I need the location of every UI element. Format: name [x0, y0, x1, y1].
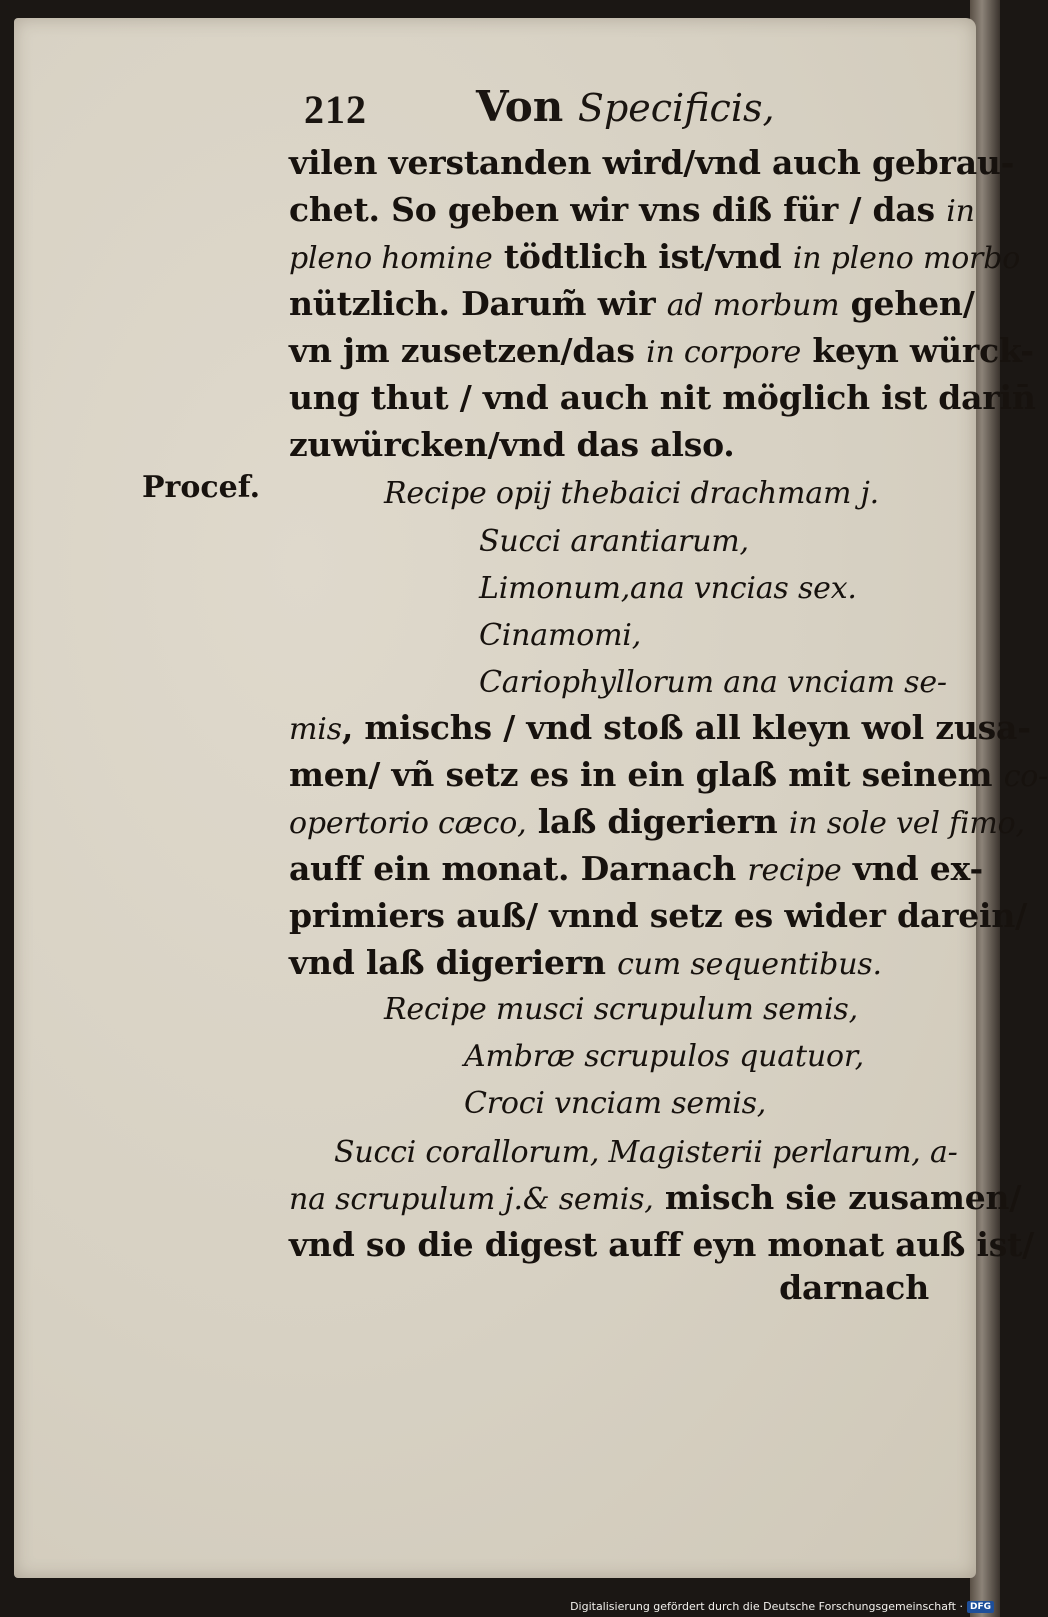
latin-segment: opertorio cæco, — [289, 806, 527, 841]
text-line — [289, 896, 1028, 935]
latin-segment: pleno homine — [289, 241, 493, 276]
text-line — [479, 523, 749, 557]
latin-segment: mis — [289, 712, 342, 747]
text-line — [289, 802, 1025, 841]
text-line — [289, 425, 735, 464]
text-line — [479, 664, 947, 698]
latin-segment: Succi corallorum, Magisterii perlarum, a- — [334, 1135, 958, 1170]
text-line — [289, 190, 975, 229]
latin-segment: Recipe musci scrupulum semis, — [384, 992, 858, 1027]
latin-segment: in sole vel fimo, — [788, 806, 1025, 841]
latin-segment: Cinamomi, — [479, 618, 642, 653]
latin-segment: Limonum,ana vncias sex. — [479, 571, 857, 606]
text-line — [289, 943, 882, 982]
latin-segment: na scrupulum j.& semis, — [289, 1182, 654, 1217]
german-segment: darnach — [779, 1268, 929, 1307]
text-line — [479, 570, 857, 604]
german-segment: zuwürcken/vnd das also. — [289, 425, 735, 464]
german-segment: men/ vñ setz es in ein glaß mit seinem — [289, 755, 1004, 794]
text-line — [464, 1038, 864, 1072]
latin-segment: Ambræ scrupulos quatuor, — [464, 1039, 864, 1074]
german-segment: keyn würck- — [801, 331, 1034, 370]
latin-segment: recipe — [747, 853, 842, 888]
digitization-credit — [570, 1600, 994, 1613]
latin-segment: Croci vnciam semis, — [464, 1086, 767, 1121]
german-segment: vn jm zusetzen/das — [289, 331, 647, 370]
text-line — [334, 1134, 958, 1168]
latin-segment: Recipe opij thebaici drachmam j. — [384, 476, 879, 511]
latin-segment: in corpore — [646, 335, 802, 370]
text-line — [464, 1085, 766, 1119]
running-title-prefix: Von — [476, 82, 564, 131]
text-line — [289, 378, 1036, 417]
german-segment: misch sie zusamen/ — [653, 1178, 1022, 1217]
german-segment: vnd ex- — [841, 849, 983, 888]
text-line — [289, 331, 1034, 370]
latin-segment: in — [946, 194, 975, 229]
text-line — [289, 755, 1048, 794]
text-line — [289, 1178, 1022, 1217]
text-line — [289, 1225, 1034, 1264]
german-segment: auff ein monat. Darnach — [289, 849, 748, 888]
running-title-italic: Specificis, — [577, 86, 775, 130]
latin-segment: cum sequentibus. — [617, 947, 882, 982]
text-line — [289, 143, 1015, 182]
book-page — [14, 18, 1048, 1578]
text-line — [289, 708, 1031, 747]
running-title — [476, 82, 775, 131]
text-line — [779, 1268, 929, 1307]
latin-segment: ad morbum — [666, 288, 840, 323]
text-line — [384, 991, 858, 1025]
german-segment: primiers auß/ vnnd setz es wider darein/ — [289, 896, 1028, 935]
german-segment: nützlich. Darum̃ wir — [289, 284, 667, 323]
german-segment: chet. So geben wir vns diß für / das — [289, 190, 947, 229]
credit-text: Digitalisierung gefördert durch die Deutsche Forschungsgemeinschaft · — [570, 1600, 963, 1613]
text-line — [289, 237, 1021, 276]
text-line — [289, 849, 983, 888]
german-segment: vilen verstanden wird/vnd auch gebrau- — [289, 143, 1015, 182]
german-segment: vnd so die digest auff eyn monat auß ist/ — [289, 1225, 1034, 1264]
dfg-logo: DFG — [967, 1601, 994, 1613]
german-segment: , mischs / vnd stoß all kleyn wol zusa- — [341, 708, 1031, 747]
text-line — [384, 475, 879, 509]
latin-segment: co- — [1003, 759, 1048, 794]
german-segment: vnd laß digeriern — [289, 943, 618, 982]
latin-segment: Succi arantiarum, — [479, 524, 749, 559]
margin-note: Procef. — [142, 470, 261, 505]
text-line — [289, 284, 975, 323]
german-segment: laß digeriern — [526, 802, 789, 841]
text-line — [479, 617, 641, 651]
german-segment: ung thut / vnd auch nit möglich ist darin̄ — [289, 378, 1036, 417]
page-number: 212 — [304, 87, 367, 132]
german-segment: tödtlich ist/vnd — [492, 237, 793, 276]
latin-segment: in pleno morbo — [792, 241, 1021, 276]
latin-segment: Cariophyllorum ana vnciam se- — [479, 665, 947, 700]
german-segment: gehen/ — [839, 284, 975, 323]
